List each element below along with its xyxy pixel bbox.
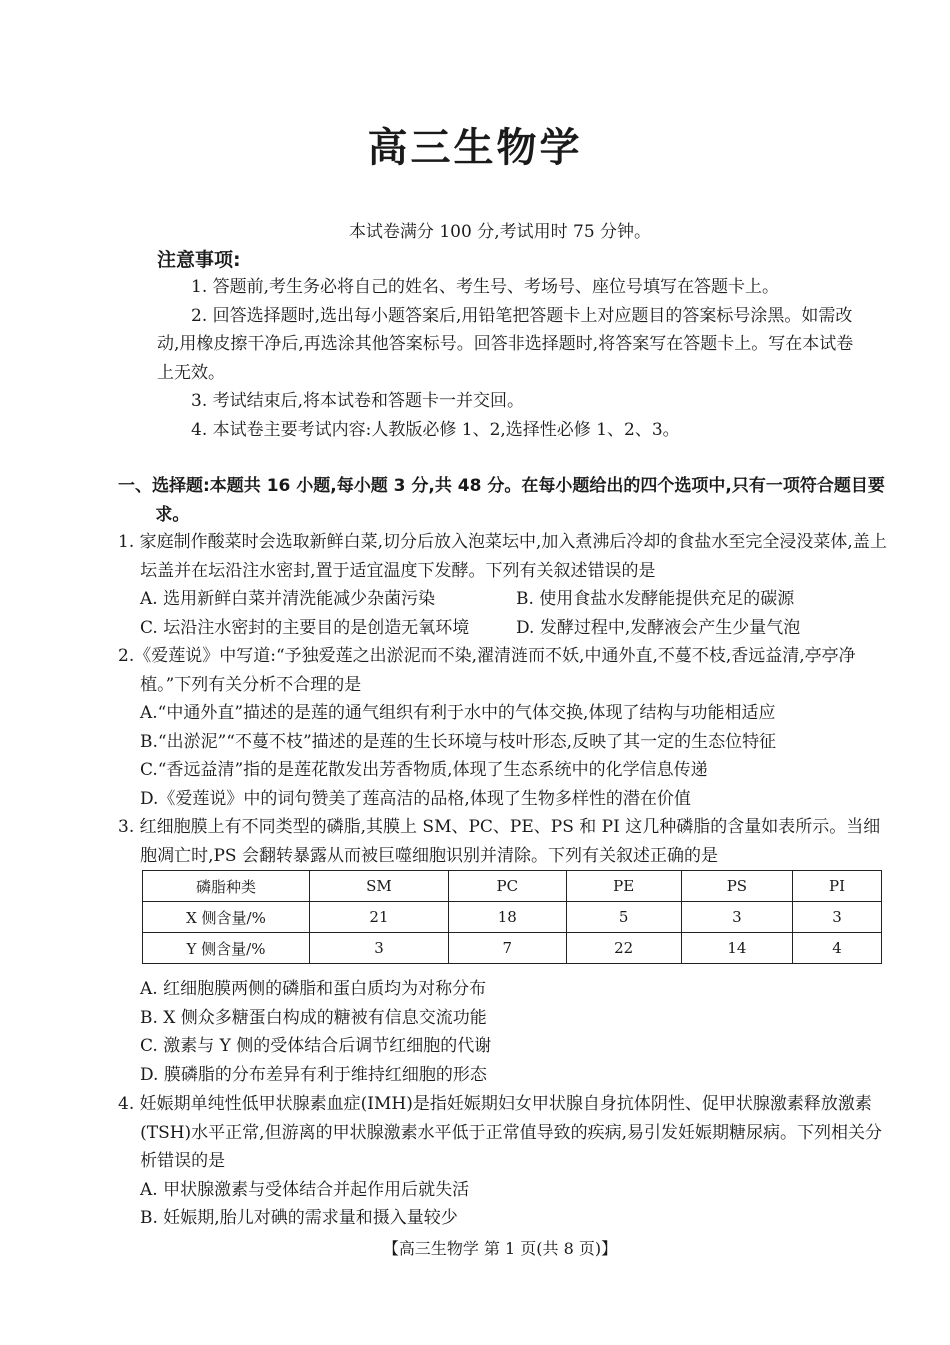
question-2 <box>118 642 893 813</box>
section-heading: 一、选择题:本题共 16 小题,每小题 3 分,共 48 分。在每小题给出的四个选项中,只有一项符合题目要求。 <box>118 476 885 525</box>
question-3 <box>118 813 893 870</box>
table-header-cell: PE <box>566 871 681 902</box>
option-a: A.“中通外直”描述的是莲的通气组织有利于水中的气体交换,体现了结构与功能相适应 <box>140 703 776 723</box>
notice-item: 2. 回答选择题时,选出每小题答案后,用铅笔把答题卡上对应题目的答案标号涂黑。如需改动,用橡皮擦干净后,再选涂其他答案标号。回答非选择题时,将答案写在答题卡上。写在本试卷上无效。 <box>157 305 854 383</box>
option-a: A. 红细胞膜两侧的磷脂和蛋白质均为对称分布 <box>140 979 487 999</box>
table-header-cell: SM <box>310 871 449 902</box>
question-stem: 2.《爱莲说》中写道:“予独爱莲之出淤泥而不染,濯清涟而不妖,中通外直,不蔓不枝,香远益清,亭亭净植。”下列有关分析不合理的是 <box>118 646 856 695</box>
table-cell: 18 <box>448 902 566 933</box>
option-c: C.“香远益清”指的是莲花散发出芳香物质,体现了生态系统中的化学信息传递 <box>140 760 708 780</box>
option-d: D. 发酵过程中,发酵液会产生少量气泡 <box>516 617 801 638</box>
question-1 <box>118 528 893 642</box>
page-title: 高三生物学 <box>367 125 583 171</box>
option-b: B.“出淤泥”“不蔓不枝”描述的是莲的生长环境与枝叶形态,反映了其一定的生态位特征 <box>140 731 777 752</box>
option-b: B. 妊娠期,胎儿对碘的需求量和摄入量较少 <box>140 1208 458 1228</box>
table-cell: 4 <box>793 933 882 964</box>
question-stem: 4. 妊娠期单纯性低甲状腺素血症(IMH)是指妊娠期妇女甲状腺自身抗体阴性、促甲状腺激素释放激素(TSH)水平正常,但游离的甲状腺激素水平低于正常值导致的疾病,易引发妊娠期糖尿病。下列相关分析错误的是 <box>118 1094 882 1171</box>
page-footer: 【高三生物学 第 1 页(共 8 页)】 <box>382 1239 618 1258</box>
option-row <box>118 614 893 643</box>
table-cell: X 侧含量/% <box>143 902 310 933</box>
table-cell: Y 侧含量/% <box>143 933 310 964</box>
table-cell: 3 <box>310 933 449 964</box>
table-cell: 7 <box>448 933 566 964</box>
option-d: D.《爱莲说》中的词句赞美了莲高洁的品格,体现了生物多样性的潜在价值 <box>140 788 691 809</box>
table-cell: 3 <box>793 902 882 933</box>
notice-item: 3. 考试结束后,将本试卷和答题卡一并交回。 <box>191 391 525 411</box>
option-c: C. 坛沿注水密封的主要目的是创造无氧环境 <box>140 617 470 638</box>
option-a: A. 甲状腺激素与受体结合并起作用后就失活 <box>140 1179 470 1200</box>
table-header-cell: 磷脂种类 <box>143 871 310 902</box>
notice-list <box>157 273 857 444</box>
question-stem: 1. 家庭制作酸菜时会选取新鲜白菜,切分后放入泡菜坛中,加入煮沸后冷却的食盐水至完全浸没菜体,盖上坛盖并在坛沿注水密封,置于适宜温度下发酵。下列有关叙述错误的是 <box>118 532 887 581</box>
option-a: A. 选用新鲜白菜并清洗能减少杂菌污染 <box>140 589 436 609</box>
option-b: B. X 侧众多糖蛋白构成的糖被有信息交流功能 <box>140 1007 487 1028</box>
table-cell: 14 <box>681 933 792 964</box>
notice-item: 1. 答题前,考生务必将自己的姓名、考生号、考场号、座位号填写在答题卡上。 <box>191 277 780 297</box>
table-header-cell: PI <box>793 871 882 902</box>
table-row <box>143 902 882 933</box>
table-cell: 5 <box>566 902 681 933</box>
table-row <box>143 933 882 964</box>
table-header-row <box>143 871 882 902</box>
table-header-cell: PC <box>448 871 566 902</box>
option-c: C. 激素与 Y 侧的受体结合后调节红细胞的代谢 <box>140 1036 492 1056</box>
table-cell: 21 <box>310 902 449 933</box>
question-4 <box>118 1090 893 1233</box>
notice-item: 4. 本试卷主要考试内容:人教版必修 1、2,选择性必修 1、2、3。 <box>191 419 680 440</box>
question-stem: 3. 红细胞膜上有不同类型的磷脂,其膜上 SM、PC、PE、PS 和 PI 这几种磷脂的含量如表所示。当细胞凋亡时,PS 会翻转暴露从而被巨噬细胞识别并清除。下列有关叙述正确的是 <box>118 817 881 866</box>
option-row <box>118 585 893 614</box>
table-cell: 3 <box>681 902 792 933</box>
exam-info: 本试卷满分 100 分,考试用时 75 分钟。 <box>348 222 652 242</box>
question-3-options <box>118 975 893 1089</box>
phospholipid-table <box>142 870 882 964</box>
table-cell: 22 <box>566 933 681 964</box>
option-b: B. 使用食盐水发酵能提供充足的碳源 <box>516 589 795 609</box>
notice-heading: 注意事项: <box>157 249 241 271</box>
table-header-cell: PS <box>681 871 792 902</box>
option-d: D. 膜磷脂的分布差异有利于维持红细胞的形态 <box>140 1064 487 1085</box>
